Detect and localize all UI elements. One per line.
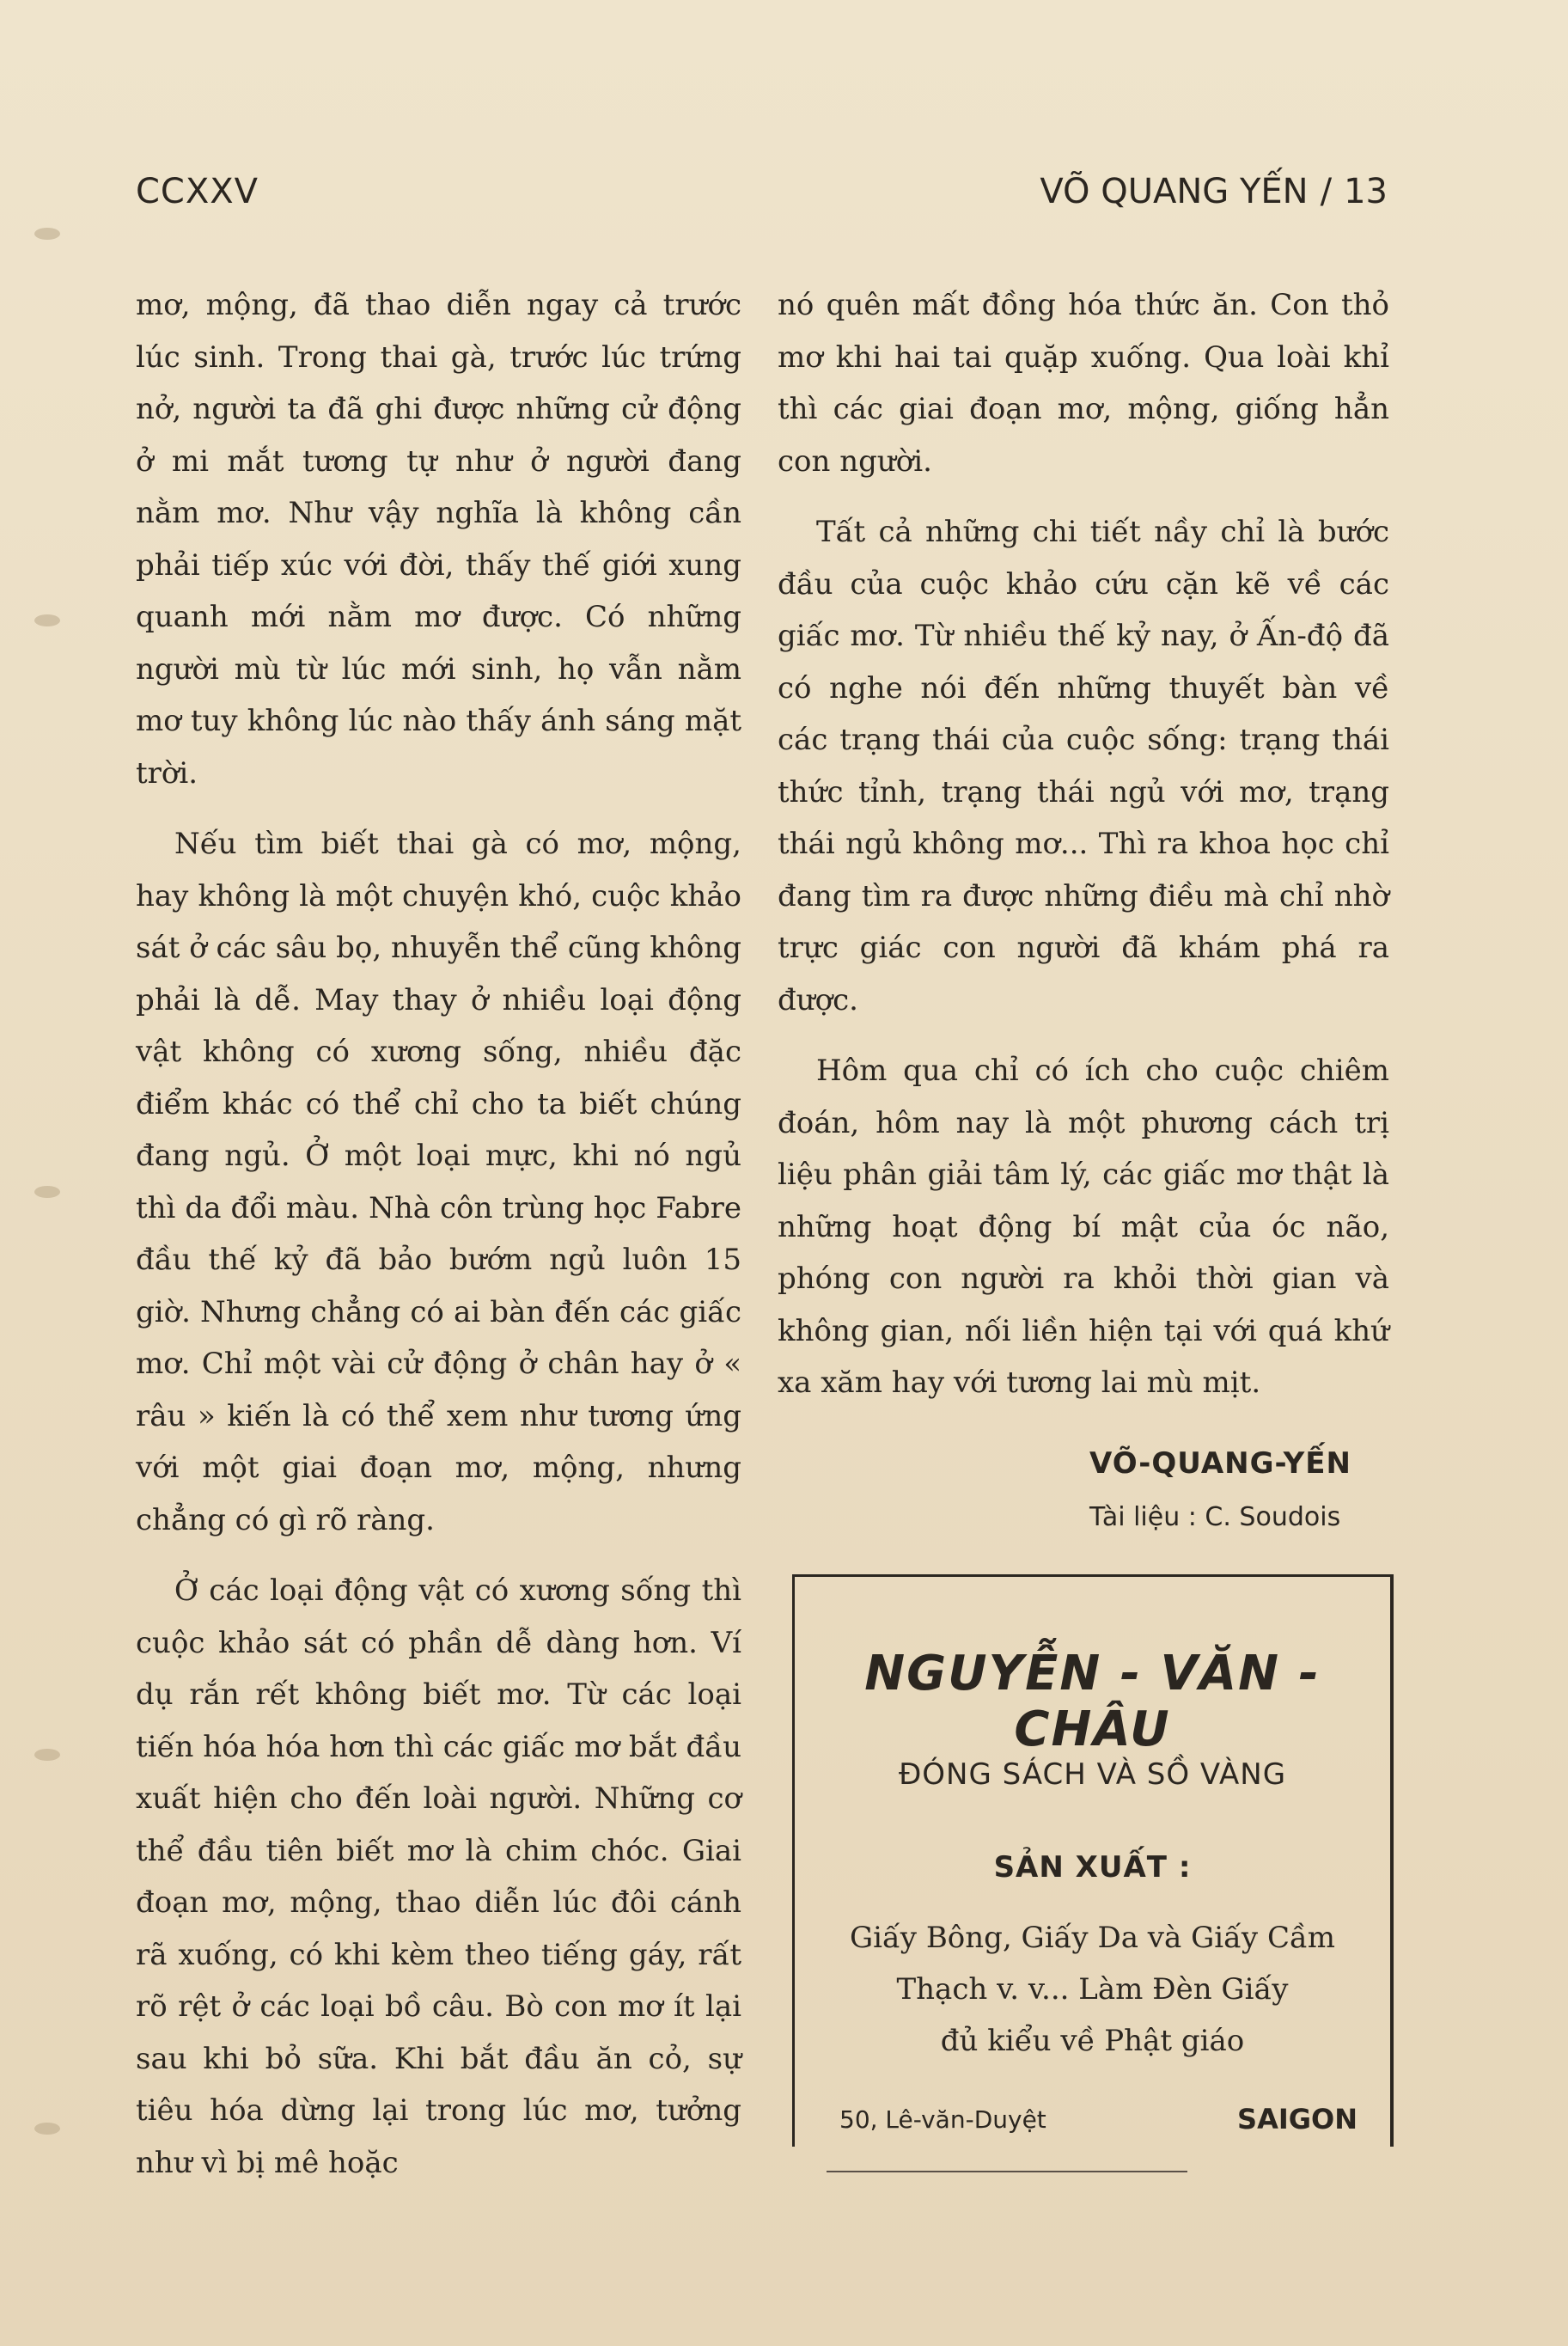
- author-signature: VÕ-QUANG-YẾN: [1089, 1446, 1351, 1481]
- paragraph: nó quên mất đồng hóa thức ăn. Con thỏ mơ khi hai tai quặp xuống. Qua loài khỉ thì các giai đoạn mơ, mộng, giống hẳn con người.: [778, 288, 1389, 479]
- binding-hole: [34, 1749, 60, 1761]
- running-header: [1028, 172, 1388, 211]
- issue-number: CCXXV: [136, 172, 259, 211]
- ad-city: SAIGON: [1237, 2103, 1358, 2135]
- ad-produce-label: SẢN XUẤT :: [993, 1850, 1192, 1885]
- binding-hole: [34, 2123, 60, 2135]
- binding-hole: [34, 614, 60, 626]
- paragraph: Tất cả những chi tiết nầy chỉ là bước đầu của cuộc khảo cứu cặn kẽ về các giấc mơ. Từ nhiều thế kỷ nay, ở Ấn-độ đã có nghe nói đến những thuyết bàn về các trạng thái của cuộc sống: trạng thái thức tỉnh, trạng thái ngủ với mơ, trạng thái ngủ không mơ... Thì ra khoa học chỉ đang tìm ra được những điều mà chỉ nhờ trực giác con người đã khám phá ra được.: [778, 515, 1389, 1017]
- right-text-column: [778, 279, 1389, 1428]
- ad-bottom-rule: [827, 2171, 1187, 2172]
- ad-product-line: đủ kiểu về Phật giáo: [940, 2024, 1245, 2058]
- ad-product-line: Giấy Bông, Giấy Da và Giấy Cầm: [849, 1921, 1336, 1955]
- paragraph: Ở các loại động vật có xương sống thì cuộc khảo sát có phần dễ dàng hơn. Ví dụ rắn rết không biết mơ. Từ các loại tiến hóa hóa hơn thì các giấc mơ bắt đầu xuất hiện cho đến loài người. Những cơ thể đầu tiên biết mơ là chim chóc. Giai đoạn mơ, mộng, thao diễn lúc đôi cánh rã xuống, có khi kèm theo tiếng gáy, rất rõ rệt ở các loại bồ câu. Bò con mơ ít lại sau khi bỏ sữa. Khi bắt đầu ăn cỏ, sự tiêu hóa dừng lại trong lúc mơ, tưởng như vì bị mê hoặc: [136, 1573, 741, 2180]
- header-author: VÕ QUANG YẾN: [1040, 172, 1309, 211]
- ad-product-line: Thạch v. v... Làm Đèn Giấy: [896, 1972, 1289, 2007]
- binding-hole: [34, 1186, 60, 1198]
- header-separator: /: [1320, 172, 1333, 211]
- ad-subtitle: ĐÓNG SÁCH VÀ SỒ VÀNG: [898, 1757, 1287, 1792]
- binding-hole: [34, 228, 60, 240]
- advertisement-box: [792, 1574, 1394, 2147]
- ad-business-name: NGUYỄN - VĂN - CHÂU: [864, 1646, 1321, 1757]
- page-number: 13: [1344, 172, 1388, 211]
- left-text-column: [136, 279, 741, 2208]
- paragraph: mơ, mộng, đã thao diễn ngay cả trước lúc sinh. Trong thai gà, trước lúc trứng nở, người ta đã ghi được những cử động ở mi mắt tương tự như ở người đang nằm mơ. Như vậy nghĩa là không cần phải tiếp xúc với đời, thấy thế giới xung quanh mới nằm mơ được. Có những người mù từ lúc mới sinh, họ vẫn nằm mơ tuy không lúc nào thấy ánh sáng mặt trời.: [136, 288, 741, 791]
- paragraph: Hôm qua chỉ có ích cho cuộc chiêm đoán, hôm nay là một phương cách trị liệu phân giải tâm lý, các giấc mơ thật là những hoạt động bí mật của óc não, phóng con người ra khỏi thời gian và không gian, nối liền hiện tại với quá khứ xa xăm hay với tương lai mù mịt.: [778, 1054, 1389, 1400]
- ad-products: [795, 1912, 1390, 2067]
- ad-address: 50, Lê-văn-Duyệt: [839, 2105, 1046, 2134]
- source-credit: Tài liệu : C. Soudois: [1089, 1502, 1341, 1532]
- paragraph: Nếu tìm biết thai gà có mơ, mộng, hay không là một chuyện khó, cuộc khảo sát ở các sâu bọ, nhuyễn thể cũng không phải là dễ. May thay ở nhiều loại động vật không có xương sống, nhiều đặc điểm khác có thể chỉ cho ta biết chúng đang ngủ. Ở một loại mực, khi nó ngủ thì da đổi màu. Nhà côn trùng học Fabre đầu thế kỷ đã bảo bướm ngủ luôn 15 giờ. Nhưng chẳng có ai bàn đến các giấc mơ. Chỉ một vài cử động ở chân hay ở « râu » kiến là có thể xem như tương ứng với một giai đoạn mơ, mộng, nhưng chẳng có gì rõ ràng.: [136, 827, 741, 1537]
